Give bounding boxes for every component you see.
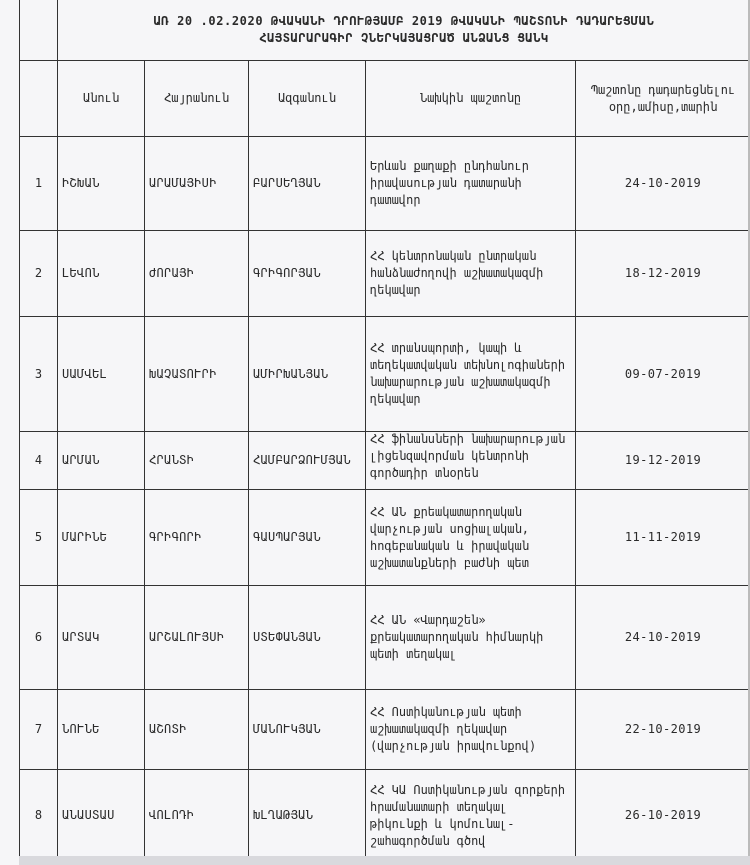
header-position: Նախկին պաշտոնը bbox=[366, 61, 576, 137]
title-row bbox=[20, 0, 750, 61]
former-position: ՀՀ կենտրոնական ընտրական հանձնաժողովի աշխատակազմի ղեկավար bbox=[366, 231, 576, 317]
patronym: ԱՐՇԱԼՈՒՅՍԻ bbox=[145, 586, 249, 690]
table-row bbox=[20, 770, 750, 862]
header-name: Անուն bbox=[58, 61, 145, 137]
patronym: ԽԱՉԱՏՈՒՐԻ bbox=[145, 317, 249, 432]
first-name: ՍԱՄՎԵԼ bbox=[58, 317, 145, 432]
row-number: 7 bbox=[20, 690, 58, 770]
row-number: 1 bbox=[20, 137, 58, 231]
surname: ՄԱՆՈՒԿՅԱՆ bbox=[249, 690, 366, 770]
row-number: 4 bbox=[20, 432, 58, 490]
row-number: 6 bbox=[20, 586, 58, 690]
title-spacer-cell bbox=[20, 0, 58, 61]
surname: ՀԱՄԲԱՐՁՈՒՄՅԱՆ bbox=[249, 432, 366, 490]
former-position: Երևան քաղաքի ընդհանուր իրավասության դատարանի դատավոր bbox=[366, 137, 576, 231]
header-patronym: Հայրանուն bbox=[145, 61, 249, 137]
table-row bbox=[20, 432, 750, 490]
surname: ԳՐԻԳՈՐՅԱՆ bbox=[249, 231, 366, 317]
former-position: ՀՀ Ոստիկանության պետի աշխատակազմի ղեկավար (վարչության իրավունքով) bbox=[366, 690, 576, 770]
declarations-table bbox=[19, 0, 750, 862]
row-number: 5 bbox=[20, 490, 58, 586]
termination-date: 26-10-2019 bbox=[576, 770, 750, 862]
header-date: Պաշտոնը դադարեցնելու օրը,ամիսը,տարին bbox=[576, 61, 750, 137]
row-number: 2 bbox=[20, 231, 58, 317]
termination-date: 22-10-2019 bbox=[576, 690, 750, 770]
table-row bbox=[20, 317, 750, 432]
former-position: ՀՀ ԱՆ «Վարդաշեն» քրեակատարողական հիմնարկի պետի տեղակալ bbox=[366, 586, 576, 690]
termination-date: 09-07-2019 bbox=[576, 317, 750, 432]
page-bottom-edge bbox=[19, 856, 750, 865]
first-name: ԱՆԱՍՏԱՍ bbox=[58, 770, 145, 862]
surname: ԳԱՍՊԱՐՅԱՆ bbox=[249, 490, 366, 586]
header-num-cell bbox=[20, 61, 58, 137]
termination-date: 19-12-2019 bbox=[576, 432, 750, 490]
termination-date: 24-10-2019 bbox=[576, 586, 750, 690]
termination-date: 24-10-2019 bbox=[576, 137, 750, 231]
termination-date: 18-12-2019 bbox=[576, 231, 750, 317]
surname: ԱՄԻՐԽԱՆՅԱՆ bbox=[249, 317, 366, 432]
table-row bbox=[20, 586, 750, 690]
title-line-1: ԱՌ 20 .02.2020 ԹՎԱԿԱՆԻ ԴՐՈՒԹՅԱՄԲ 2019 ԹՎԱԿԱՆԻ ՊԱՇՏՈՆԻ ԴԱԴԱՐԵՑՄԱՆ bbox=[153, 13, 655, 28]
surname: ԲԱՐՍԵՂՅԱՆ bbox=[249, 137, 366, 231]
table-row bbox=[20, 137, 750, 231]
patronym: ԺՈՐԱՅԻ bbox=[145, 231, 249, 317]
termination-date: 11-11-2019 bbox=[576, 490, 750, 586]
surname: ԽԼՂԱԹՅԱՆ bbox=[249, 770, 366, 862]
table-row bbox=[20, 231, 750, 317]
first-name: ԼԵՎՈՆ bbox=[58, 231, 145, 317]
former-position-clip bbox=[370, 432, 571, 483]
patronym: ԳՐԻԳՈՐԻ bbox=[145, 490, 249, 586]
former-position: ՀՀ տրանսպորտի, կապի և տեղեկատվական տեխնոլոգիաների նախարարության աշխատակազմի ղեկավար bbox=[366, 317, 576, 432]
former-position-text: ՀՀ ֆինանսների նախարարության լիցենզավորման կենտրոնի գործադիր տնօրեն bbox=[370, 432, 566, 480]
patronym: ՎՈԼՈԴԻ bbox=[145, 770, 249, 862]
header-row bbox=[20, 61, 750, 137]
table-row bbox=[20, 490, 750, 586]
table-row bbox=[20, 690, 750, 770]
former-position bbox=[366, 432, 576, 490]
document-title bbox=[58, 0, 750, 61]
former-position: ՀՀ ԱՆ քրեակատարողական վարչության սոցիալական, հոգեբանական և իրավական աշխատանքների բաժնի պետ bbox=[366, 490, 576, 586]
surname: ՍՏԵՓԱՆՅԱՆ bbox=[249, 586, 366, 690]
first-name: ՆՈՒՆԵ bbox=[58, 690, 145, 770]
patronym: ԱՐԱՄԱՅԻՍԻ bbox=[145, 137, 249, 231]
patronym: ՀՐԱՆՏԻ bbox=[145, 432, 249, 490]
row-number: 8 bbox=[20, 770, 58, 862]
first-name: ԱՐՏԱԿ bbox=[58, 586, 145, 690]
title-line-2: ՀԱՅՏԱՐԱՐԱԳԻՐ ՉՆԵՐԿԱՅԱՑՐԱԾ ԱՆՁԱՆՑ ՑԱՆԿ bbox=[259, 30, 549, 45]
first-name: ԱՐՄԱՆ bbox=[58, 432, 145, 490]
patronym: ԱՇՈՏԻ bbox=[145, 690, 249, 770]
first-name: ՄԱՐԻՆԵ bbox=[58, 490, 145, 586]
first-name: ԻՇԽԱՆ bbox=[58, 137, 145, 231]
row-number: 3 bbox=[20, 317, 58, 432]
former-position: ՀՀ ԿԱ Ոստիկանության զորքերի հրամանատարի տեղակալ թիկունքի և կոմունալ-շահագործման գծով bbox=[366, 770, 576, 862]
header-surname: Ազգանուն bbox=[249, 61, 366, 137]
